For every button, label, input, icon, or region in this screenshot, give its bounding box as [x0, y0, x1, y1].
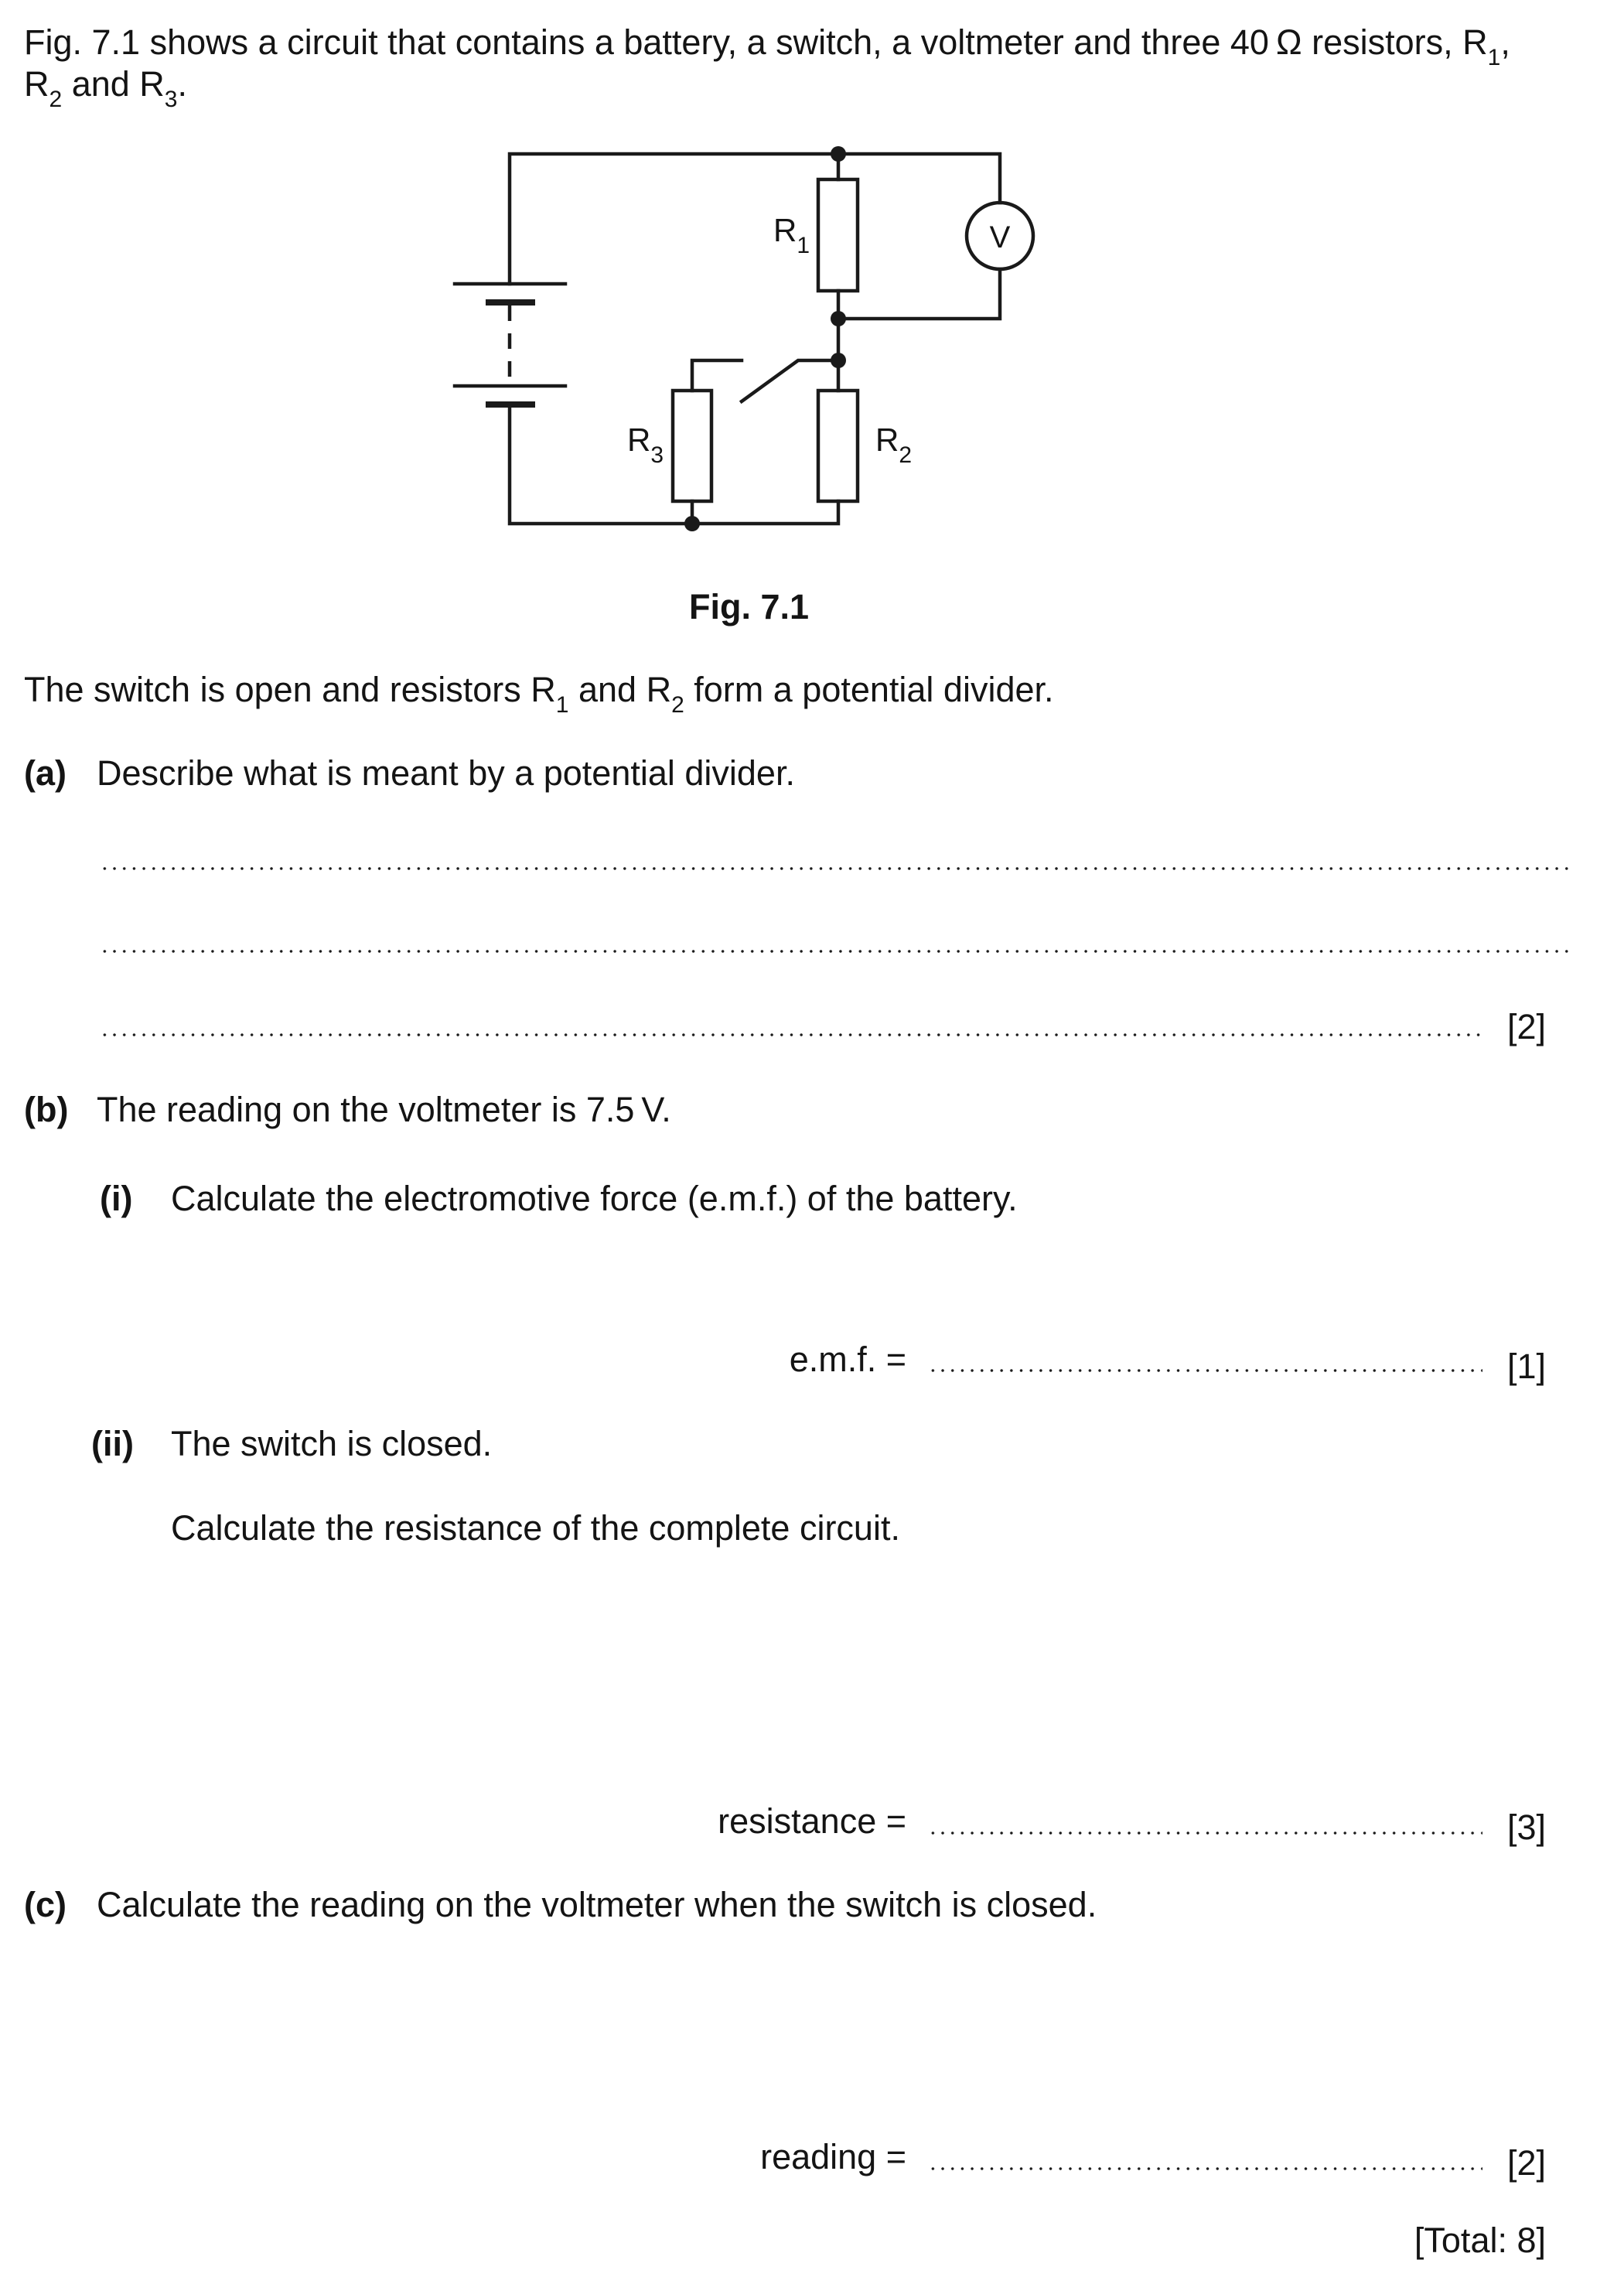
figure-caption: Fig. 7.1: [689, 587, 810, 626]
part-b-ii-label: (ii): [91, 1424, 134, 1463]
part-c-label: (c): [24, 1885, 67, 1924]
context-text: and R: [568, 670, 672, 709]
resistor-r3: [673, 391, 711, 501]
resistor-r2: [818, 391, 858, 501]
label-r1-letter: R: [773, 212, 797, 248]
part-b-statement: The reading on the voltmeter is 7.5 V.: [97, 1090, 671, 1129]
wire-voltmeter-return: [838, 269, 1000, 319]
subscript: 2: [49, 87, 63, 112]
part-b-ii-question: Calculate the resistance of the complete circuit.: [171, 1508, 900, 1548]
part-b-label: (b): [24, 1090, 69, 1129]
emf-answer-label: e.m.f. =: [789, 1340, 906, 1379]
label-r1: [773, 212, 810, 258]
wire-top: [510, 154, 1000, 284]
label-r1-sub: 1: [797, 233, 810, 258]
junction-dot: [831, 353, 846, 368]
part-c-marks: [2]: [1506, 2143, 1546, 2183]
part-b-ii-statement: The switch is closed.: [171, 1424, 493, 1463]
part-a-question: Describe what is meant by a potential divider.: [97, 753, 795, 793]
answer-line: [100, 1032, 1482, 1038]
wire-switch-contact: [692, 360, 742, 391]
subscript: 1: [1487, 45, 1501, 70]
resistance-answer-label: resistance =: [718, 1801, 906, 1841]
junction-dot: [684, 516, 700, 531]
part-a-label: (a): [24, 753, 67, 793]
part-b-i-question: Calculate the electromotive force (e.m.f.) of the battery.: [171, 1179, 1018, 1218]
junction-dot: [831, 146, 846, 162]
subscript: 1: [555, 692, 569, 718]
intro-text: Fig. 7.1 shows a circuit that contains a battery, a switch, a voltmeter and three 40 Ω resistors, R: [24, 22, 1488, 62]
intro-text: and R: [62, 64, 165, 104]
part-a-marks: [2]: [1506, 1007, 1546, 1046]
voltmeter-symbol: V: [989, 220, 1011, 254]
part-c-question: Calculate the reading on the voltmeter when the switch is closed.: [97, 1885, 1097, 1924]
part-b-ii-marks: [3]: [1506, 1808, 1546, 1847]
resistance-answer-line: [928, 1830, 1482, 1836]
label-r3-sub: 3: [650, 442, 664, 468]
context-line: [24, 670, 1054, 718]
context-text: The switch is open and resistors R: [24, 670, 556, 709]
label-r2-letter: R: [875, 422, 899, 458]
part-b-i-marks: [1]: [1506, 1347, 1546, 1386]
reading-answer-line: [928, 2166, 1482, 2172]
total-marks: [Total: 8]: [1414, 2221, 1546, 2260]
context-text: form a potential divider.: [684, 670, 1054, 709]
intro-punctuation: ,: [1500, 22, 1510, 62]
subscript: 2: [671, 692, 684, 718]
label-r3: [627, 422, 664, 468]
answer-line: [100, 948, 1568, 954]
intro-punctuation: .: [177, 64, 187, 104]
switch-blade: [742, 360, 838, 401]
subscript: 3: [164, 87, 178, 112]
resistor-r1: [818, 179, 858, 291]
label-r3-letter: R: [627, 422, 651, 458]
label-r2-sub: 2: [899, 442, 913, 468]
answer-line: [100, 865, 1568, 872]
junction-dot: [831, 311, 846, 326]
part-b-i-label: (i): [100, 1179, 133, 1218]
emf-answer-line: [928, 1367, 1482, 1374]
reading-answer-label: reading =: [760, 2137, 906, 2176]
intro-text: R: [24, 64, 49, 104]
circuit-diagram: [0, 0, 1624, 557]
label-r2: [875, 422, 912, 468]
